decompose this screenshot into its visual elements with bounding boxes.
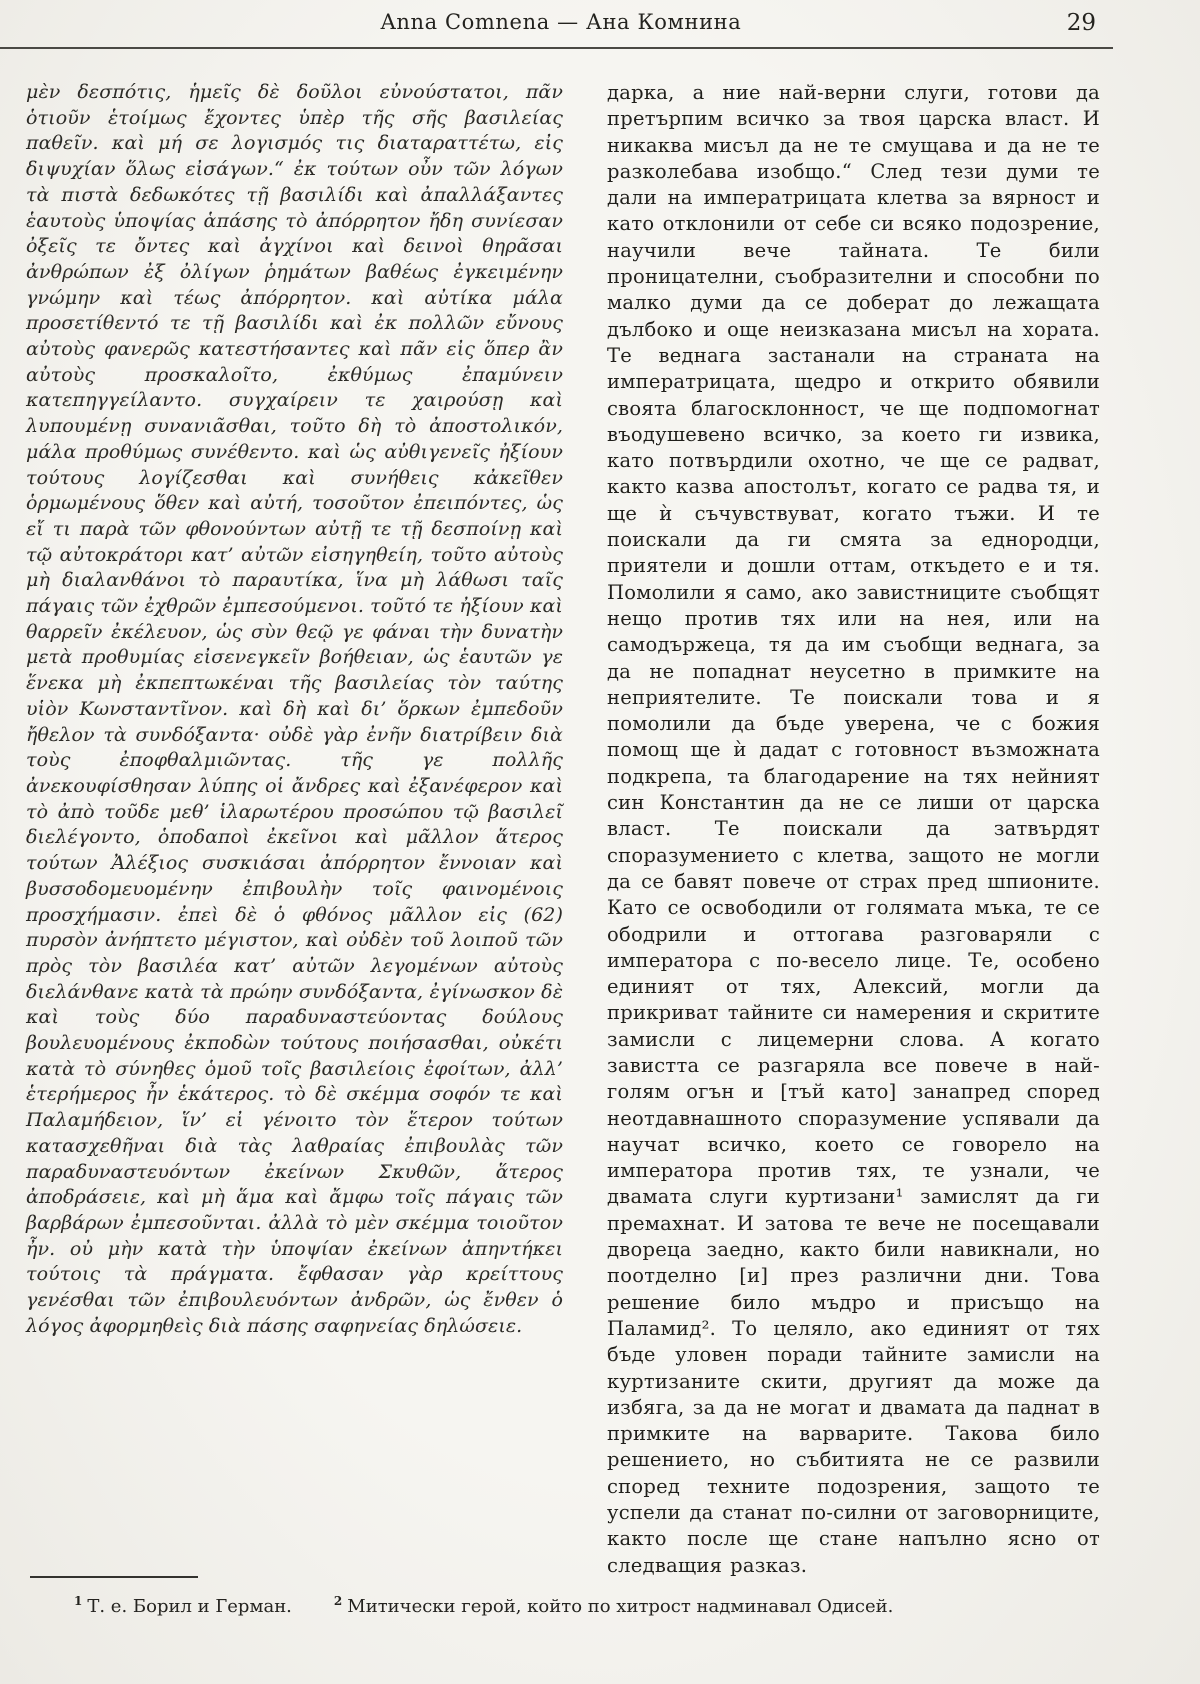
footnote-1 bbox=[74, 1594, 292, 1617]
running-title: Anna Comnena — Ана Комнина bbox=[380, 10, 742, 34]
text-columns bbox=[26, 80, 1100, 1579]
footnotes bbox=[26, 1594, 1120, 1617]
footnote-rule bbox=[30, 1576, 198, 1578]
header-rule bbox=[0, 47, 1113, 49]
page-number: 29 bbox=[1066, 10, 1096, 36]
greek-text-column: μὲν δεσπότις, ἡμεῖς δὲ δοῦλοι εὐνούστατοι, πᾶν ὁτιοῦν ἑτοίμως ἔχοντες ὑπὲρ τῆς σῆς βασιλείας παθεῖν. καὶ μή σε λογισμός τις διαταραττέτω, εἰς διψυχίαν ὅλως εἰσάγων.“ ἐκ τούτων οὖν τῶν λόγων τὰ πιστὰ δεδωκότες τῇ βασιλίδι καὶ ἀπαλλάξαντες ἑαυτοὺς ὑποψίας ἁπάσης τὸ ἀπόρρητον ἤδη συνίεσαν ὀξεῖς τε ὄντες καὶ ἀγχίνοι καὶ δεινοὶ θηρᾶσαι ἀνθρώπων ἐξ ὀλίγων ῥημάτων βαθέως ἐγκειμένην γνώμην καὶ τέως ἀπόρρητον. καὶ αὐτίκα μάλα προσετίθεντό τε τῇ βασιλίδι καὶ ἐκ πολλῶν εὔνους αὐτοὺς φανερῶς κατεστήσαντες καὶ πᾶν εἰς ὅπερ ἂν αὐτοὺς προσκαλοῖτο, ἐκθύμως ἐπαμύνειν κατεπηγγείλαντο. συγχαίρειν τε χαιρούσῃ καὶ λυπουμένῃ συνανιᾶσθαι, τοῦτο δὴ τὸ ἀποστολικόν, μάλα προθύμως συνέθεντο. καὶ ὡς αὐθιγενεῖς ἠξίουν τούτους λογίζεσθαι καὶ συνήθεις κἀκεῖθεν ὁρμωμένους ὅθεν καὶ αὐτή, τοσοῦτον ἐπειπόντες, ὡς εἴ τι παρὰ τῶν φθονούντων αὐτῇ τε τῇ δεσποίνῃ καὶ τῷ αὐτοκράτορι κατ’ αὐτῶν εἰσηγηθείη, τοῦτο αὐτοὺς μὴ διαλανθάνοι τὸ παραυτίκα, ἵνα μὴ λάθωσι ταῖς πάγαις τῶν ἐχθρῶν ἐμπεσούμενοι. τοῦτό τε ἠξίουν καὶ θαρρεῖν ἐκέλευον, ὡς σὺν θεῷ γε φάναι τὴν δυνατὴν μετὰ προθυμίας εἰσενεγκεῖν βοήθειαν, ὡς ἑαυτῶν γε ἕνεκα μὴ ἐκπεπτωκέναι τῆς βασιλείας τὸν ταύτης υἱὸν Κωνσταντῖνον. καὶ δὴ καὶ δι’ ὅρκων ἐμπεδοῦν ἤθελον τὰ συνδόξαντα· οὐδὲ γὰρ ἐνῆν διατρίβειν διὰ τοὺς ἐποφθαλμιῶντας. τῆς γε πολλῆς ἀνεκουφίσθησαν λύπης οἱ ἄνδρες καὶ ἐξανέφερον καὶ τὸ ἀπὸ τοῦδε μεθ’ ἱλαρωτέρου προσώπου τῷ βασιλεῖ διελέγοντο, ὁποδαποὶ ἐκεῖνοι καὶ μᾶλλον ἅτερος τούτων Ἀλέξιος συσκιάσαι ἀπόρρητον ἔννοιαν καὶ βυσσοδομευομένην ἐπιβουλὴν τοῖς φαινομένοις προσχήμασιν. ἐπεὶ δὲ ὁ φθόνος μᾶλλον εἰς (62) πυρσὸν ἀνήπτετο μέγιστον, καὶ οὐδὲν τοῦ λοιποῦ τῶν πρὸς τὸν βασιλέα κατ’ αὐτῶν λεγομένων αὐτοὺς διελάνθανε κατὰ τὰ πρώην συνδόξαντα, ἐγίνωσκον δὲ καὶ τοὺς δύο παραδυναστεύοντας δούλους βουλευομένους ἐκποδὼν τούτους ποιήσασθαι, οὐκέτι κατὰ τὸ σύνηθες ὁμοῦ τοῖς βασιλείοις ἐφοίτων, ἀλλ’ ἑτερήμερος ἦν ἑκάτερος. τὸ δὲ σκέμμα σοφόν τε καὶ Παλαμήδειον, ἵν’ εἰ γένοιτο τὸν ἕτερον τούτων κατασχεθῆναι διὰ τὰς λαθραίας ἐπιβουλὰς τῶν παραδυναστευόντων ἐκείνων Σκυθῶν, ἅτερος ἀποδράσειε, καὶ μὴ ἅμα καὶ ἄμφω τοῖς πάγαις τῶν βαρβάρων ἐμπεσοῦνται. ἀλλὰ τὸ μὲν σκέμμα τοιοῦτον ἦν. οὐ μὴν κατὰ τὴν ὑποψίαν ἐκείνων ἀπηντήκει τούτοις τὰ πράγματα. ἔφθασαν γὰρ κρείττους γενέσθαι τῶν ἐπιβουλευόντων ἀνδρῶν, ὡς ἔνθεν ὁ λόγος ἀφορμηθεὶς διὰ πάσης σαφηνείας δηλώσειε. bbox=[26, 81, 563, 1337]
footnote-2-text: Митически герой, който по хитрост надминавал Одисей. bbox=[347, 1596, 894, 1617]
footnote-2-marker: 2 bbox=[333, 1594, 343, 1608]
bulgarian-text-column: дарка, а ние най-верни слуги, готови да претърпим всичко за твоя царска власт. И никаква мисъл да не те смущава и да не те разколебава изобщо.“ След тези думи те дали на императрицата клетва за вярност и като отклонили от себе си всяко подозрение, научили вече тайната. Те били проницателни, съобразителни и способни по малко думи да се доберат до лежащата дълбоко и още неизказана мисъл на хората. Те веднага застанали на страната на императрицата, щедро и открито обявили своята благосклонност, че ще подпомогнат въодушевено всичко, за което ги извика, като потвърдили охотно, че ще се радват, както казва апостолът, когато се радва тя, и ще ѝ съчувствуват, когато тъжи. И те поискали да ги смята за еднородци, приятели и дошли оттам, откъдето е и тя. Помолили я само, ако завистниците съобщят нещо против тях или на нея, или на самодържеца, тя да им съобщи веднага, за да не попаднат неусетно в примките на неприятелите. Те поискали това и я помолили да бъде уверена, че с божия помощ ще ѝ дадат с готовност възможната подкрепа, та благодарение на тях нейният син Константин да не се лиши от царска власт. Те поискали да затвърдят споразумението с клетва, защото не могли да се бавят повече от страх пред шпионите. Като се освободили от голямата мъка, те се ободрили и оттогава разговаряли с императора с по-весело лице. Те, особено единият от тях, Алексий, могли да прикриват тайните си намерения и скритите замисли с лицемерни слова. А когато завистта се разгаряла все повече в най-голям огън и [тъй като] занапред според неотдавнашното споразумение успявали да научат всичко, което се говорело на императора против тях, те узнали, че двамата слуги куртизани¹ замислят да ги премахнат. И затова те вече не посещавали двореца заедно, както били навикнали, но поотделно [и] през различни дни. Това решение било мъдро и присъщо на Паламид². То целяло, ако единият от тях бъде уловен поради тайните замисли на куртизаните скити, другият да може да избяга, за да не могат и двамата да паднат в примките на варварите. Такова било решението, но събитията не се развили според техните подозрения, защото те успели да станат по-силни от заговорниците, както после ще стане напълно ясно от следващия разказ. bbox=[607, 81, 1100, 1577]
footnote-2 bbox=[334, 1594, 893, 1617]
page-header bbox=[26, 10, 1096, 44]
footnote-1-text: Т. е. Борил и Герман. bbox=[87, 1596, 292, 1617]
footnote-1-marker: 1 bbox=[74, 1594, 83, 1608]
